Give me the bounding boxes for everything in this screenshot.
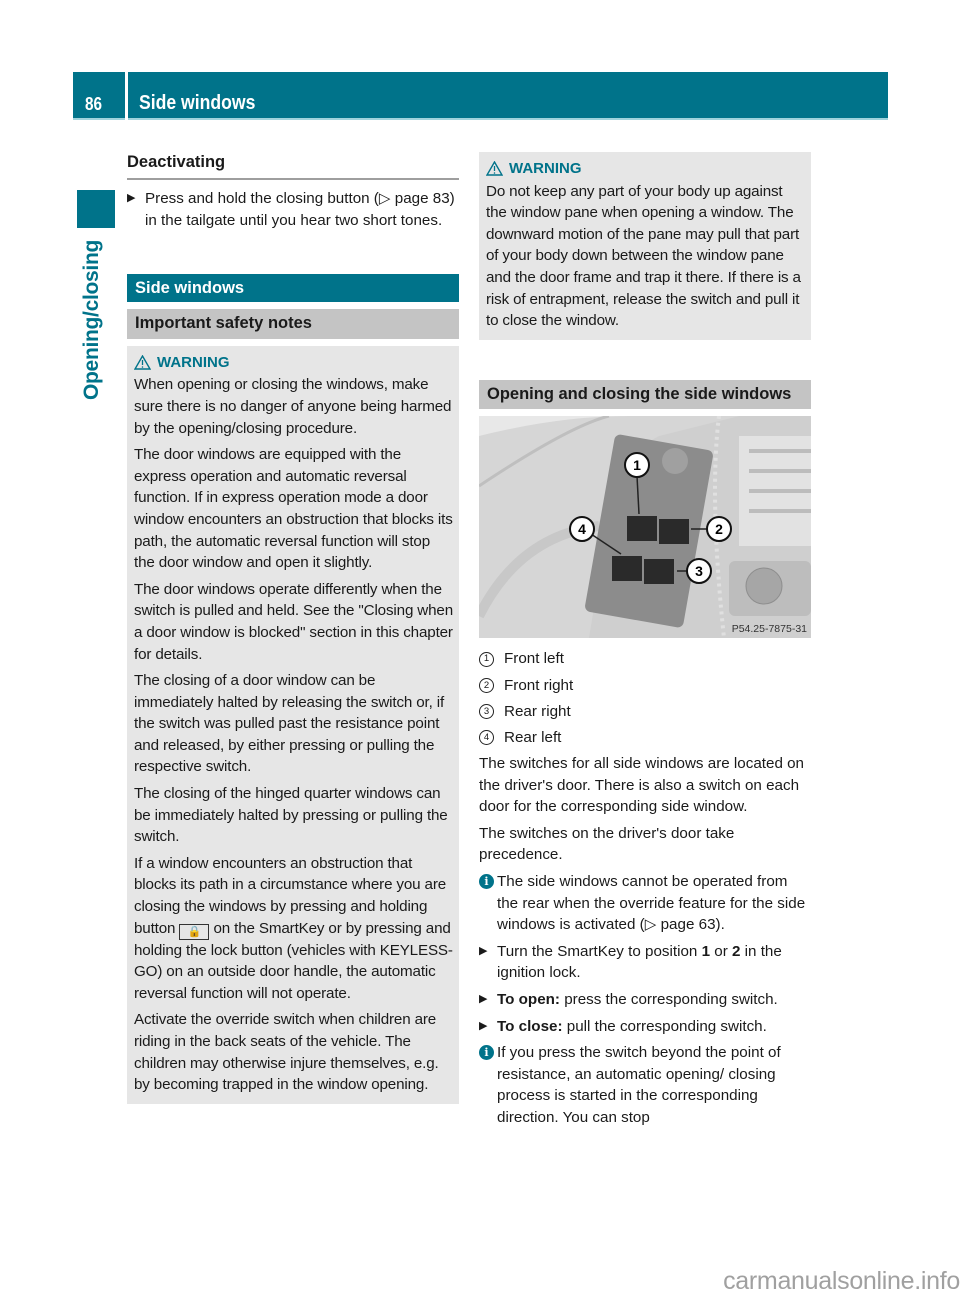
deactivating-step [127,188,459,231]
header-divider [125,72,128,120]
warning-triangle-icon [134,355,151,370]
topic-heading: Important safety notes [127,309,459,339]
bullet-arrow-icon: ▶ [479,993,488,1006]
legend-label: Front left [504,650,564,668]
bullet-arrow-icon: ▶ [479,944,488,957]
step-bold: To open: [497,991,560,1009]
warning-paragraph: Activate the override switch when children are riding in the back seats of the vehicle. The children may otherwise injure themselves, e.g. by becoming trapped in the window opening. [134,1011,439,1094]
info-text: The side windows cannot be operated from the rear when the override feature for the side windows is activated (▷ page 63). [497,873,806,934]
callout-2: 2 [715,521,723,538]
warning-box [479,152,811,340]
info-note [479,871,811,936]
body-paragraph: The switches for all side windows are located on the driver's door. There is also a switch on each door for the corresponding side window. [479,755,805,816]
legend-item [479,727,811,749]
warning-header [486,158,806,180]
legend-number: 3 [479,704,494,719]
info-note [479,1042,811,1128]
body-paragraph: The switches on the driver's door take precedence. [479,824,735,864]
topic-heading: Opening and closing the side windows [479,380,811,410]
warning-paragraph: When opening or closing the windows, make sure there is no danger of anyone being harmed by the opening/closing procedure. [134,376,452,437]
lock-icon: 🔒 [179,924,209,940]
legend-item [479,648,811,670]
legend-number: 4 [479,730,494,745]
section-heading: Side windows [127,274,459,302]
page-title: Side windows [139,92,256,114]
legend-label: Rear right [504,702,571,720]
step-bold: To close: [497,1017,563,1035]
instruction-step [479,989,811,1011]
chapter-tab-marker [77,190,115,228]
page-number: 86 [85,94,103,114]
callout-3: 3 [695,563,703,580]
watermark: carmanualsonline.info [723,1267,960,1295]
figure-code: P54.25-7875-31 [731,623,807,636]
window-switch-figure [479,416,811,638]
door-panel-illustration [479,416,811,638]
chapter-label: Opening/closing [80,240,103,401]
warning-text: on the SmartKey or by pressing and holding the lock button (vehicles with KEYLESS-GO) on an outside door handle, the automatic reversal function will not operate. [134,919,453,1002]
warning-label: WARNING [509,160,582,177]
warning-paragraph: Do not keep any part of your body up against the window pane when opening a window. The downward motion of the pane may pull that part of your body down between the window pane and the door frame and trap it there. If there is a risk of entrapment, release the switch and pull it to close the window. [486,182,801,330]
legend-number: 2 [479,678,494,693]
warning-label: WARNING [157,353,230,371]
warning-paragraph: The closing of a door window can be immediately halted by releasing the switch or, if the switch was pulled past the resistance point and released, by either pressing or pulling the respective switch. [134,672,445,776]
step-text: press the corresponding switch. [559,991,778,1009]
legend-label: Rear left [504,728,562,746]
step-text: in the ignition lock. [497,942,782,982]
figure-legend [479,648,811,748]
step-text: Turn the SmartKey to position [497,942,702,960]
instruction-step [479,1016,811,1038]
step-bold: 1 [701,942,711,960]
right-column [479,152,811,1134]
callout-1: 1 [633,457,641,474]
bullet-arrow-icon: ▶ [127,192,136,204]
info-icon: i [479,874,494,889]
legend-label: Front right [504,676,574,694]
warning-triangle-icon [486,161,503,176]
left-column [127,152,459,1104]
legend-number: 1 [479,652,494,667]
step-text: or [710,942,732,960]
step-text: Press and hold the closing button (▷ page 83) in the tailgate until you hear two short tones. [145,190,455,229]
warning-header [134,352,454,374]
legend-item [479,675,811,697]
warning-paragraph [134,853,454,1005]
step-bold: 2 [731,942,741,960]
bullet-arrow-icon: ▶ [479,1019,488,1032]
deactivating-heading: Deactivating [127,152,459,180]
warning-paragraph: The closing of the hinged quarter windows can be immediately halted by pressing or pulling the switch. [134,785,448,846]
info-icon: i [479,1045,494,1060]
instruction-step [479,941,811,984]
step-text: pull the corresponding switch. [562,1017,767,1035]
callout-4: 4 [578,521,586,538]
warning-text: If a window encounters an obstruction that blocks its path in a circumstance where you are closing the windows by pressing and holding button [134,854,447,937]
page-header [73,72,888,120]
legend-item [479,701,811,723]
warning-box [127,346,459,1104]
warning-paragraph: The door windows are equipped with the express operation and automatic reversal function. If in express operation mode a door window encounters an obstruction that blocks its path, the automatic reversal function will stop the door window and open it slightly. [134,446,453,572]
warning-paragraph: The door windows operate differently when the switch is pulled and held. See the "Closing when a door window is blocked" section in this chapter for details. [134,580,454,663]
info-text: If you press the switch beyond the point of resistance, an automatic opening/ closing process is started in the corresponding direction. You can stop [497,1044,781,1126]
